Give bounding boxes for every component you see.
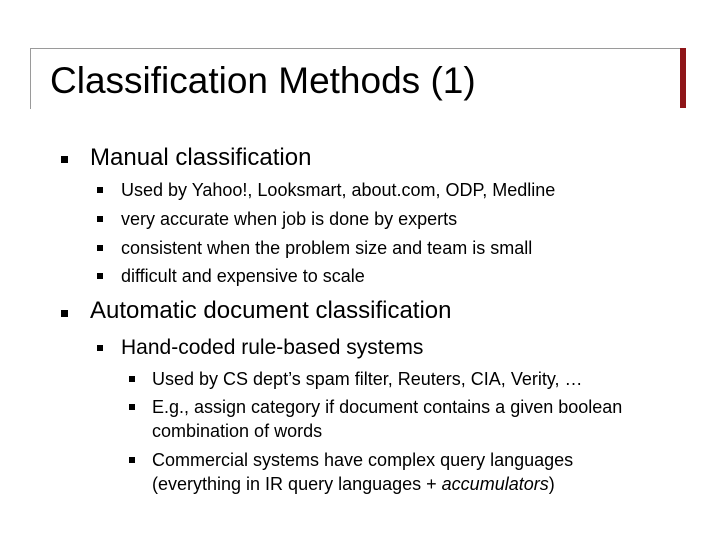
rule-based-point: Commercial systems have complex query languages xyxy=(152,450,574,470)
bullet-icon xyxy=(129,404,135,410)
bullet-icon xyxy=(97,216,103,222)
bullet-icon xyxy=(97,345,103,351)
text-segment: ) xyxy=(548,474,555,494)
manual-sub-item: Used by Yahoo!, Looksmart, about.com, ODP, Medline xyxy=(121,180,556,200)
rule-based-heading: Hand-coded rule-based systems xyxy=(121,336,424,359)
rule-based-point: Used by CS dept’s spam filter, Reuters, CIA, Verity, … xyxy=(152,369,583,389)
manual-sub-item: consistent when the problem size and team is small xyxy=(121,238,533,258)
text-segment: (everything in IR query languages + xyxy=(152,474,442,494)
rule-based-point: E.g., assign category if document contains a given boolean xyxy=(152,397,623,417)
bullet-icon xyxy=(97,187,103,193)
bullet-icon xyxy=(61,310,68,317)
manual-sub-item: very accurate when job is done by experts xyxy=(121,209,458,229)
bullet-icon xyxy=(129,457,135,463)
bullet-icon xyxy=(129,376,135,382)
accent-bar xyxy=(680,48,686,108)
slide-title: Classification Methods (1) xyxy=(50,60,476,101)
bullet-icon xyxy=(97,273,103,279)
automatic-classification-heading: Automatic document classification xyxy=(90,297,452,324)
bullet-icon xyxy=(61,156,68,163)
emphasis-text: accumulators xyxy=(441,474,549,494)
manual-classification-heading: Manual classification xyxy=(90,144,312,171)
manual-sub-item: difficult and expensive to scale xyxy=(121,266,365,286)
bullet-icon xyxy=(97,245,103,251)
rule-based-point-continuation xyxy=(152,472,555,496)
rule-based-point-continuation: combination of words xyxy=(152,421,323,441)
